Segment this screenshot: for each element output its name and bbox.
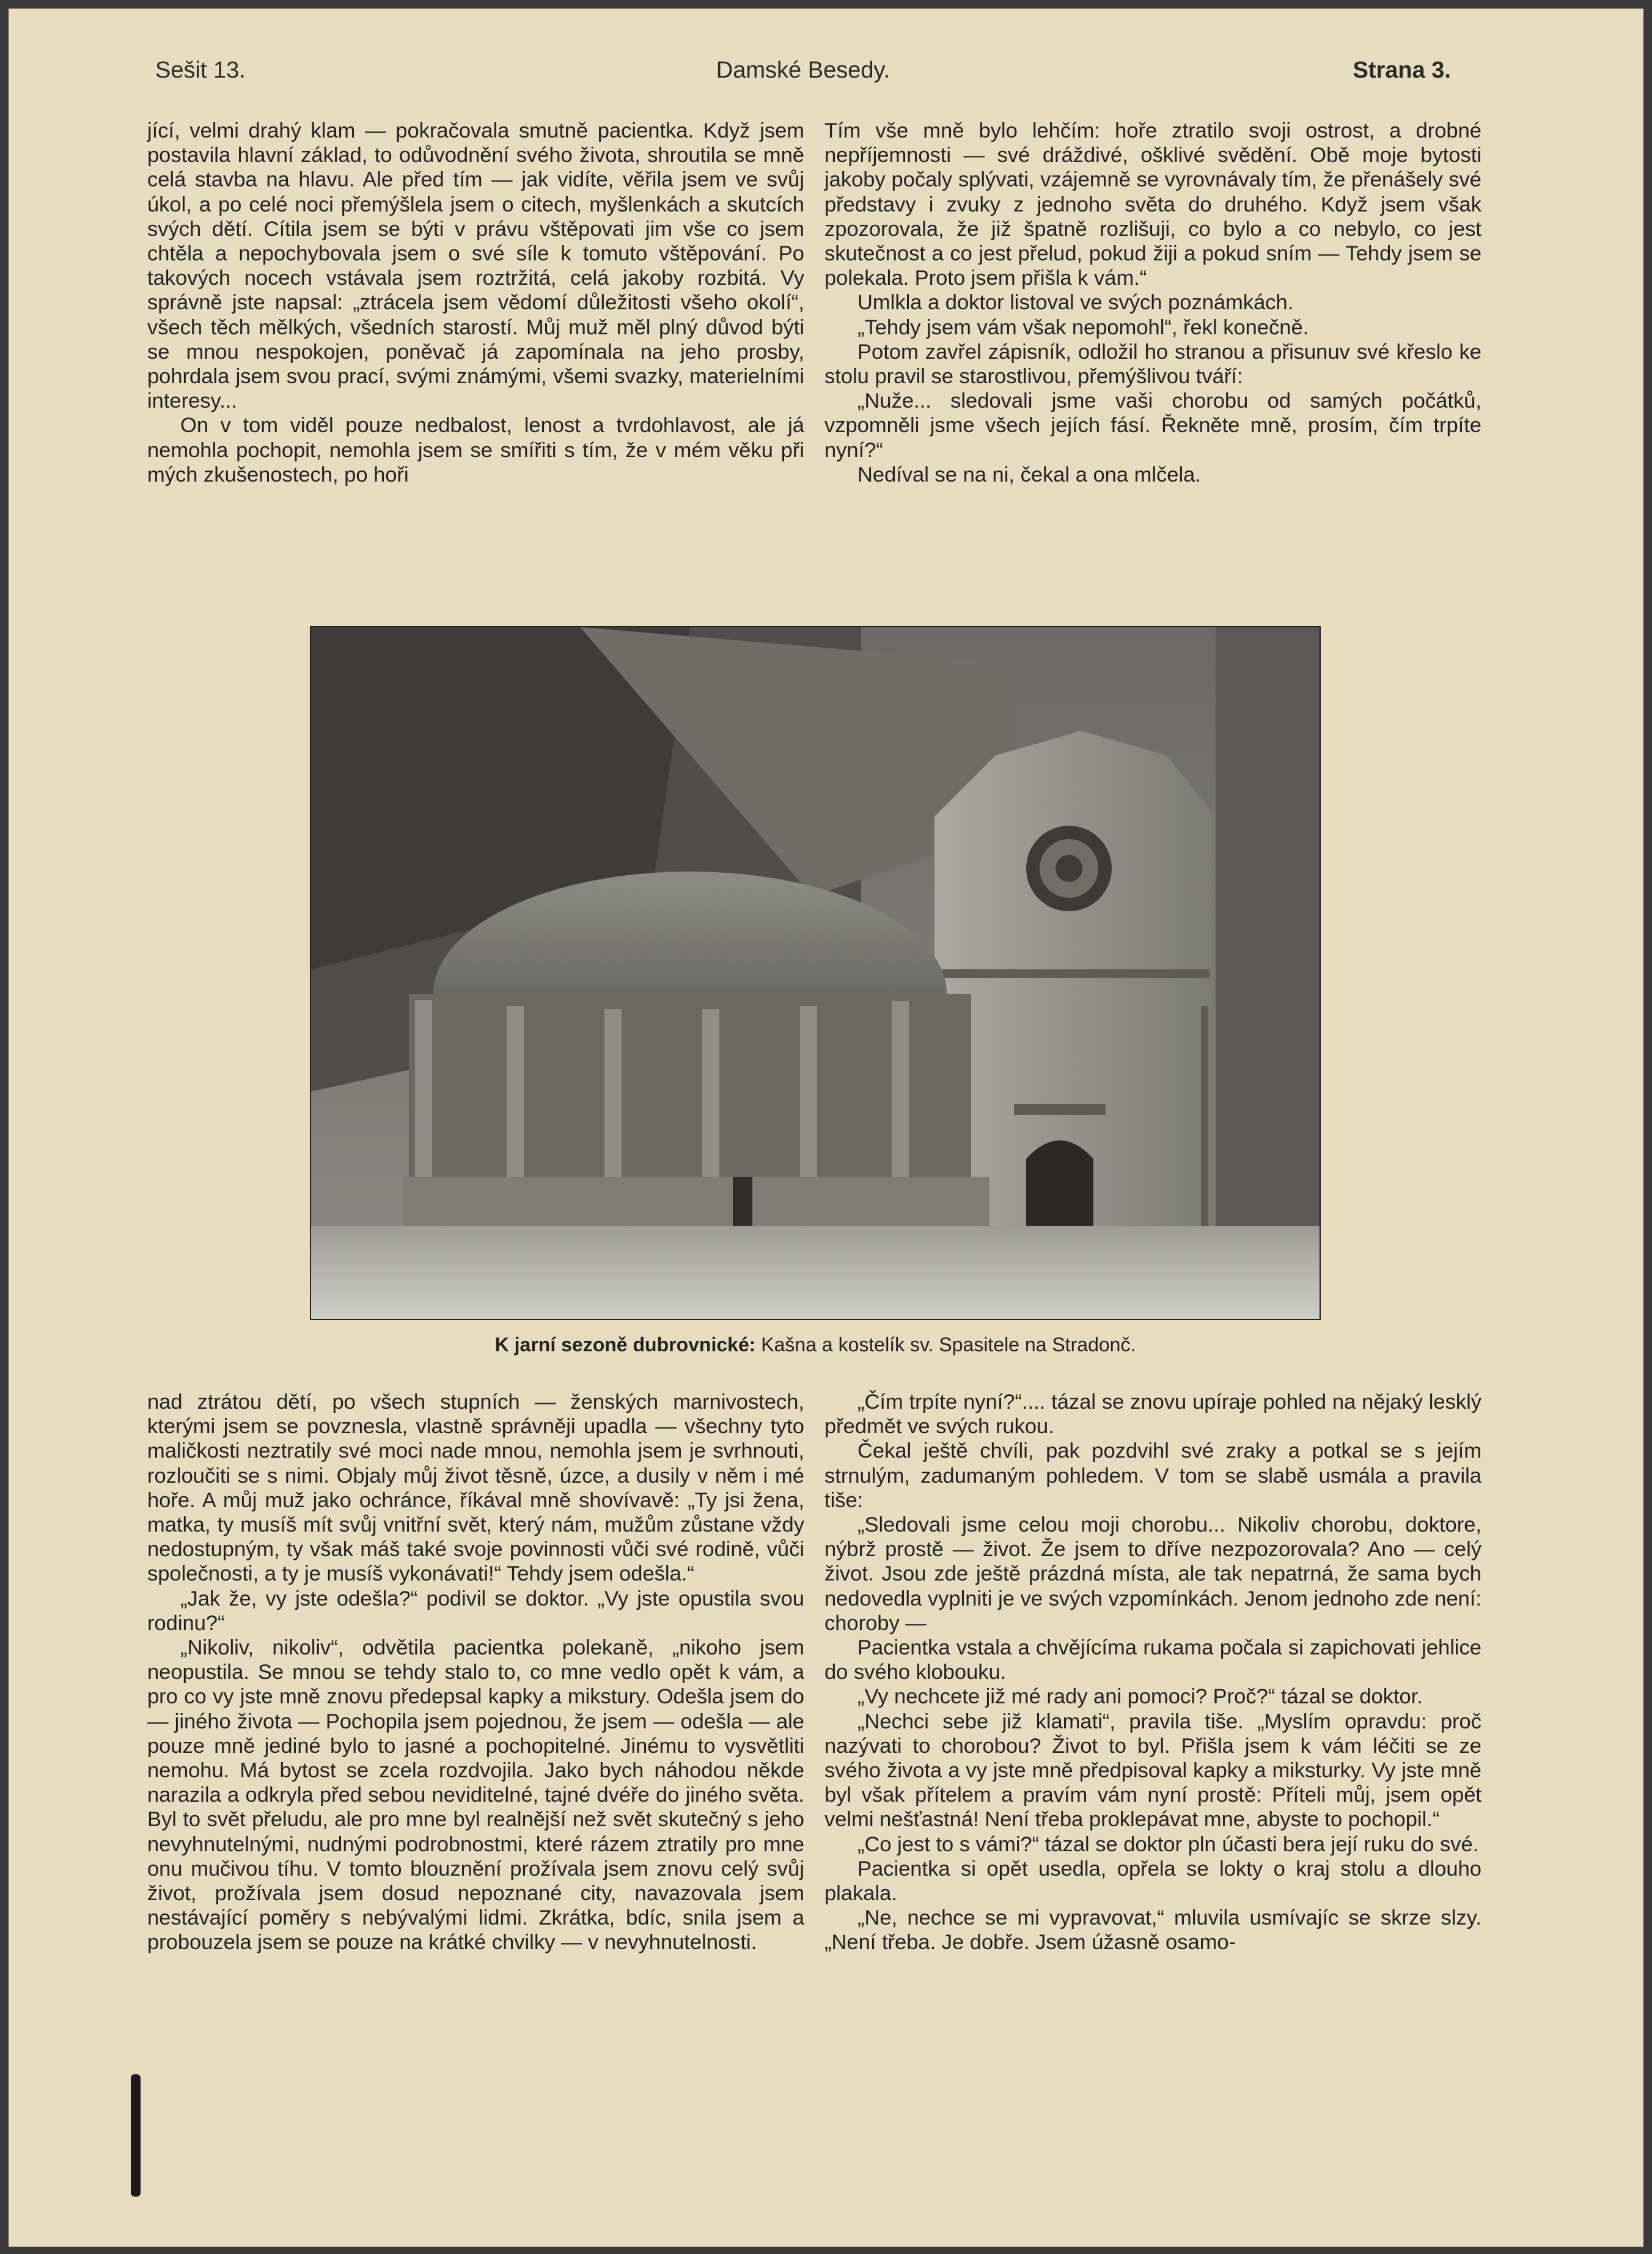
magazine-title: Damské Besedy. — [716, 57, 890, 83]
caption-title: K jarní sezoně dubrovnické: — [494, 1334, 756, 1356]
paragraph: „Ne, nechce se mi vypravovat,“ mluvila usmívajíc se skrze slzy. „Není třeba. Je dobře. Jsem úžasně osamo- — [824, 1906, 1481, 1955]
caption-text: Kašna a kostelík sv. Spasitele na Stradonč. — [755, 1334, 1136, 1356]
paragraph: „Jak že, vy jste odešla?“ podivil se doktor. „Vy jste opustila svou rodinu?“ — [147, 1587, 804, 1635]
paragraph: jící, velmi drahý klam — pokračovala smutně pacientka. Když jsem postavila hlavní základ, to odůvodnění svého života, shroutila se mně celá stavba na hlavu. Ale před tím — jak vidíte, věřila jsem ve svůj úkol, a po celé noci přemýšlela jsem o citech, myšlenkách a skutcích svých dětí. Cítila jsem se býti v právu vštěpovati jim vše co jsem chtěla a nepochybovala jsem o své síle k tomuto vštěpování. Po takových nocech vstávala jsem roztržitá, celá jakoby rozbitá. Vy správně jste napsal: „ztrácela jsem vědomí důležitosti všeho okolí“, všech těch mělkých, všedních starostí. Můj muž měl plný důvod býti se mnou nespokojen, poněvač já zapomínala na jeho prosby, pohrdala jsem svou prací, svými známými, všemi svazky, materielními interesy... — [147, 119, 804, 413]
binding-mark — [131, 2074, 141, 2197]
paragraph: nad ztrátou dětí, po všech stupních — ženských marnivostech, kterými jsem se povznesla, vlastně správněji upadla — všechny tyto maličkosti neztratily své moci nade mnou, nemohla jsem je svrhnouti, rozloučiti se s nimi. Objaly můj život těsně, úzce, a dusily v něm i mé hoře. A můj muž jako ochránce, říkával mně shovívavě: „Ty jsi žena, matka, ty musíš mít svůj vnitřní svět, který nám, mužům zůstane vždy nedostupným, ty však máš také svoje povinnosti vůči své rodině, vůči společnosti, a ty je musíš vykonávati!“ Tehdy jsem odešla.“ — [147, 1390, 804, 1586]
paragraph: Tím vše mně bylo lehčím: hoře ztratilo svoji ostrost, a drobné nepříjemnosti — své dráždivé, ošklivé svědění. Obě moje bytosti jakoby počaly splývati, vzájemně se vyrovnávaly tím, že přenášely své představy i zvuky z jednoho světa do druhého. Když jsem však zpozorovala, že již špatně rozlišuji, co bylo a co nebylo, co jest skutečnost a co jest přelud, pokud žiji a pokud sním — Tehdy jsem se polekala. Proto jsem přišla k vám.“ — [824, 119, 1481, 290]
paragraph: „Vy nechcete již mé rady ani pomoci? Proč?“ tázal se doktor. — [857, 1685, 1423, 1709]
issue-number: Sešit 13. — [155, 57, 246, 83]
figure-caption — [302, 1334, 1329, 1356]
page — [9, 9, 1643, 2247]
paragraph: Nedíval se na ni, čekal a ona mlčela. — [857, 463, 1201, 486]
paragraph: „Čím trpíte nyní?“.... tázal se znovu upíraje pohled na nějaký lesklý předmět ve svých rukou. — [824, 1390, 1481, 1439]
paragraph: Umlkla a doktor listoval ve svých poznámkách. — [857, 291, 1294, 315]
column-top-left — [147, 119, 804, 487]
paragraph: Potom zavřel zápisník, odložil ho stranou a přisunuv své křeslo ke stolu pravil se starostlivou, přemýšlivou tváří: — [824, 340, 1481, 389]
paragraph: Čekal ještě chvíli, pak pozdvihl své zraky a potkal se s jejím strnulým, zadumaným pohledem. V tom se slabě usmála a pravila tiše: — [824, 1439, 1481, 1512]
photo-illustration — [311, 627, 1320, 1319]
paragraph: „Nikoliv, nikoliv“, odvětila pacientka polekaně, „nikoho jsem neopustila. Se mnou se tehdy stalo to, co mne vedlo opět k vám, a pro co vy jste mně znovu předepsal kapky a mikstury. Odešla jsem do — jiného života — Pochopila jsem pojednou, že jsem — odešla — ale pouze mně jediné bylo to jasné a pochopitelné. Jinému to vysvětliti nemohu. Má bytost se zcela rozdvojila. Jako bych náhodou někde narazila a odkryla před sebou neviditelné, tajné dvéře do jiného světa. Byl to svět přeludu, ale pro mne byl realnější než svět skutečný s jeho nevyhnutelnými, nudnými podrobnostmi, které rázem ztratily pro mne onu mučivou tíhu. V tomto blouznění prožívala jsem znovu celý svůj život, prožívala jsem dosud nepoznané city, navazovala jsem nestávající poměry s nebývalými lidmi. Zkrátka, bdíc, snila jsem a probouzela jsem se pouze na krátké chvilky — v nevyhnutelnosti. — [147, 1636, 804, 1955]
paragraph: „Nechci sebe již klamati“, pravila tiše. „Myslím opravdu: proč nazývati to chorobou? Život to byl. Přišla jsem k vám léčiti se ze svého života a vy jste mně předpisoval kapky a miksturky. Vy jste mně byl však přítelem a pravím vám nyní prostě: Příteli můj, jsem opět velmi nešťastná! Není třeba proklepávat mne, abyste to pochopil.“ — [824, 1709, 1481, 1832]
paragraph: „Nuže... sledovali jsme vaši chorobu od samých počátků, vzpomněli jsme všech jejích fásí. Řekněte mně, prosím, čím trpíte nyní?“ — [824, 389, 1481, 462]
column-top-right — [824, 119, 1481, 487]
paragraph: On v tom viděl pouze nedbalost, lenost a tvrdohlavost, ale já nemohla pochopit, nemohla jsem se smířiti s tím, že v mém věku při mých zkušenostech, po hoři — [147, 414, 804, 486]
column-bottom-right — [824, 1390, 1481, 1955]
paragraph: Pacientka si opět usedla, opřela se lokty o kraj stolu a dlouho plakala. — [824, 1857, 1481, 1906]
photograph-fountain-and-church — [310, 626, 1321, 1320]
paragraph: Pacientka vstala a chvějícíma rukama počala si zapichovati jehlice do svého klobouku. — [824, 1636, 1481, 1684]
paragraph: „Sledovali jsme celou moji chorobu... Nikoliv chorobu, doktore, nýbrž prostě — život. Že jsem to dříve nezpozorovala? Ano — celý život. Jsou zde ještě prázdná místa, ale tak nepatrná, že sama bych nedovedla vyplniti je ve svých vzpomínkách. Jenom jednoho zde není: choroby — — [824, 1513, 1481, 1635]
paragraph: „Tehdy jsem vám však nepomohl“, řekl konečně. — [857, 315, 1309, 339]
paragraph: „Co jest to s vámi?“ tázal se doktor pln účasti bera její ruku do své. — [857, 1832, 1479, 1856]
column-bottom-left — [147, 1390, 804, 1955]
page-header — [155, 57, 1451, 94]
page-number: Strana 3. — [1353, 57, 1451, 83]
